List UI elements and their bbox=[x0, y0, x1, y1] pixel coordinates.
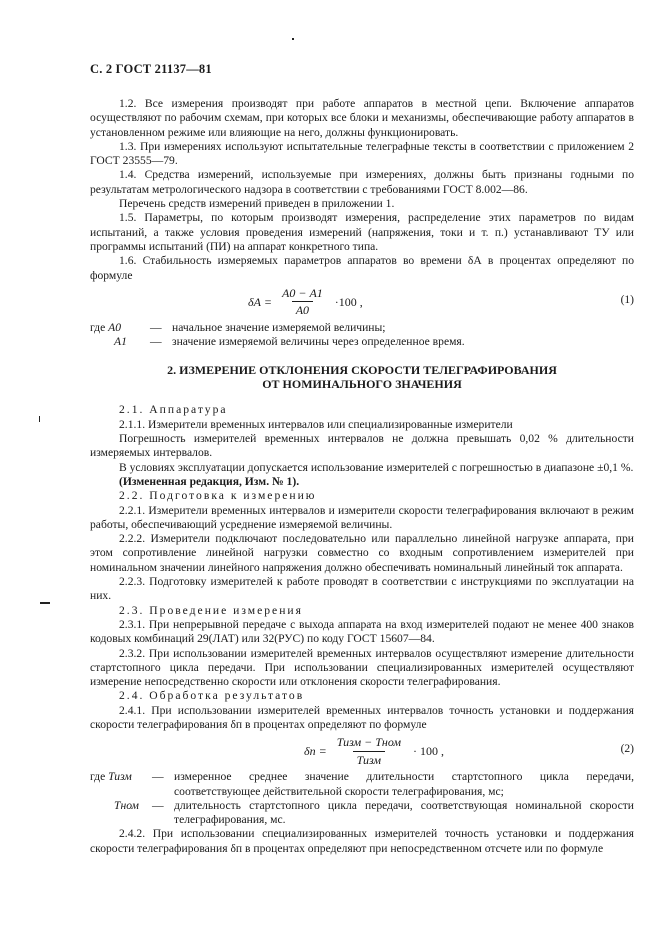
formula-2-number: (2) bbox=[620, 743, 634, 756]
paragraph-1-4: 1.4. Средства измерений, используемые при измерениях, должны быть признаны годными по результатам метрологического надзора в соответствии с требованиями ГОСТ 8.002—86. bbox=[90, 168, 634, 196]
definition-dash: — bbox=[150, 320, 162, 334]
definition-dash: — bbox=[152, 798, 164, 812]
paragraph-2-2-2: 2.2.2. Измерители подключают последовательно или параллельно линейной нагрузке аппарата, при этом сопротивление линейной нагрузки совместно со входным сопротивлением измерителей при номинальном значении линейного напряжения должно обеспечивать номинальный линейный ток аппарата. bbox=[90, 532, 634, 574]
formula-1-fraction bbox=[278, 286, 327, 318]
subheading-2-3: 2.3. Проведение измерения bbox=[119, 603, 303, 617]
formula-1-definition-2 bbox=[90, 335, 634, 349]
definition-dash: — bbox=[150, 335, 162, 349]
subheading-2-1: 2.1. Аппаратура bbox=[119, 403, 228, 417]
formula-1-numerator: А0 − А1 bbox=[282, 285, 323, 300]
scan-speck bbox=[292, 38, 294, 40]
paragraph-2-1-1-accuracy: Погрешность измерителей временных интервалов не должна превышать 0,02 % длительности измеряемых интервалов. bbox=[90, 432, 634, 460]
formula-2 bbox=[90, 732, 634, 770]
amendment-note: (Измененная редакция, Изм. № 1). bbox=[119, 474, 300, 488]
scan-speck bbox=[40, 602, 50, 604]
formula-2-denominator: Тизм bbox=[353, 751, 385, 767]
formula-2-definition-2 bbox=[90, 799, 634, 828]
formula-2-numerator: Тизм − Тном bbox=[336, 735, 402, 750]
section-2-heading bbox=[90, 363, 634, 391]
definition-text: начальное значение измеряемой величины; bbox=[172, 320, 386, 334]
paragraph-2-1-1: 2.1.1. Измерители временных интервалов или специализированные измерители bbox=[119, 417, 513, 431]
paragraph-2-3-2: 2.3.2. При использовании измерителей временных интервалов осуществляют измерение длительности стартстопного цикла передачи. При использовании специализированных измерителей осуществляют измерение непосредственно скорости или отклонения скорости телеграфирования. bbox=[90, 646, 634, 689]
paragraph-2-1-1-operation: В условиях эксплуатации допускается использование измерителей с погрешностью в диапазоне ±0,1 %. bbox=[119, 460, 634, 474]
definition-symbol bbox=[90, 321, 150, 335]
definition-text: значение измеряемой величины через определенное время. bbox=[172, 335, 465, 349]
paragraph-2-2-3: 2.2.3. Подготовку измерителей к работе проводят в соответствии с инструкциями по эксплуатации на них. bbox=[90, 575, 634, 603]
definition-text: измеренное среднее значение длительности стартстопного цикла передачи, соответствующее действительной скорости телеграфирования, мс; bbox=[174, 770, 634, 798]
formula-2-definition-1 bbox=[90, 770, 634, 799]
paragraph-1-2: 1.2. Все измерения производят при работе аппаратов в местной цепи. Включение аппаратов осуществляют по рабочим схемам, при которых все блоки и механизмы, обеспечивающие работу аппаратов в установленном режиме или влияющие на него, должны функционировать. bbox=[90, 97, 634, 139]
symbol-t-izm: Тизм bbox=[108, 770, 132, 784]
paragraph-2-4-1: 2.4.1. При использовании измерителей временных интервалов точность установки и поддержания скорости телеграфирования δп в процентах определяют по формуле bbox=[90, 703, 634, 731]
paragraph-1-3: 1.3. При измерениях используют испытательные телеграфные тексты в соответствии с приложением 2 ГОСТ 23555—79. bbox=[90, 139, 634, 168]
definition-symbol bbox=[90, 335, 150, 349]
formula-1-lhs: δА = bbox=[248, 294, 273, 309]
section-2-title-line-2: ОТ НОМИНАЛЬНОГО ЗНАЧЕНИЯ bbox=[262, 377, 462, 392]
paragraph-1-6: 1.6. Стабильность измеряемых параметров аппаратов во времени δА в процентах определяют по формуле bbox=[90, 254, 634, 282]
subheading-2-4: 2.4. Обработка результатов bbox=[119, 689, 305, 703]
section-2-title-line-1: 2. ИЗМЕРЕНИЕ ОТКЛОНЕНИЯ СКОРОСТИ ТЕЛЕГРАФИРОВАНИЯ bbox=[167, 363, 557, 378]
definition-symbol bbox=[90, 770, 152, 784]
symbol-a1: А1 bbox=[114, 335, 127, 349]
where-label: где bbox=[90, 320, 106, 334]
document-body bbox=[90, 97, 634, 856]
formula-1-number: (1) bbox=[620, 293, 634, 306]
formula-1-multiplier: ·100 , bbox=[334, 294, 363, 309]
paragraph-1-5: 1.5. Параметры, по которым производят измерения, распределение этих параметров по видам испытаний, а также условия проведения измерений (напряжения, токи и т. п.) устанавливают ТУ или программы испытаний (ПИ) на аппарат конкретного типа. bbox=[90, 211, 634, 253]
symbol-t-nom: Тном bbox=[114, 798, 139, 812]
definition-symbol bbox=[90, 799, 152, 813]
definition-text: длительность стартстопного цикла передачи, соответствующая номинальной скорости телеграфирования, мс. bbox=[174, 798, 634, 827]
formula-2-multiplier: · 100 , bbox=[413, 743, 445, 758]
formula-2-fraction bbox=[333, 735, 405, 767]
paragraph-2-2-1: 2.2.1. Измерители временных интервалов и измерители скорости телеграфирования включают в режим работы, обеспечивающий усреднение измеряемой величины. bbox=[90, 503, 634, 531]
formula-1-denominator: А0 bbox=[292, 301, 313, 317]
where-label: где bbox=[90, 770, 106, 784]
formula-2-lhs: δп = bbox=[304, 743, 327, 758]
scan-speck bbox=[39, 416, 40, 422]
paragraph-1-4-list: Перечень средств измерений приведен в приложении 1. bbox=[119, 197, 395, 211]
formula-1-definition-1 bbox=[90, 321, 634, 335]
subheading-2-2: 2.2. Подготовка к измерению bbox=[119, 489, 317, 503]
paragraph-2-4-2: 2.4.2. При использовании специализированных измерителей точность установки и поддержания скорости телеграфирования δп в процентах определяют при непосредственном отсчете или по формуле bbox=[90, 827, 634, 855]
paragraph-2-3-1: 2.3.1. При непрерывной передаче с выхода аппарата на вход измерителей подают не менее 400 знаков кодовых комбинаций 29(ЛАТ) или 32(РУС) по коду ГОСТ 15607—84. bbox=[90, 617, 634, 646]
formula-1 bbox=[90, 283, 634, 321]
page-header: С. 2 ГОСТ 21137—81 bbox=[90, 62, 212, 76]
definition-dash: — bbox=[152, 770, 164, 784]
symbol-a0: А0 bbox=[108, 320, 122, 334]
